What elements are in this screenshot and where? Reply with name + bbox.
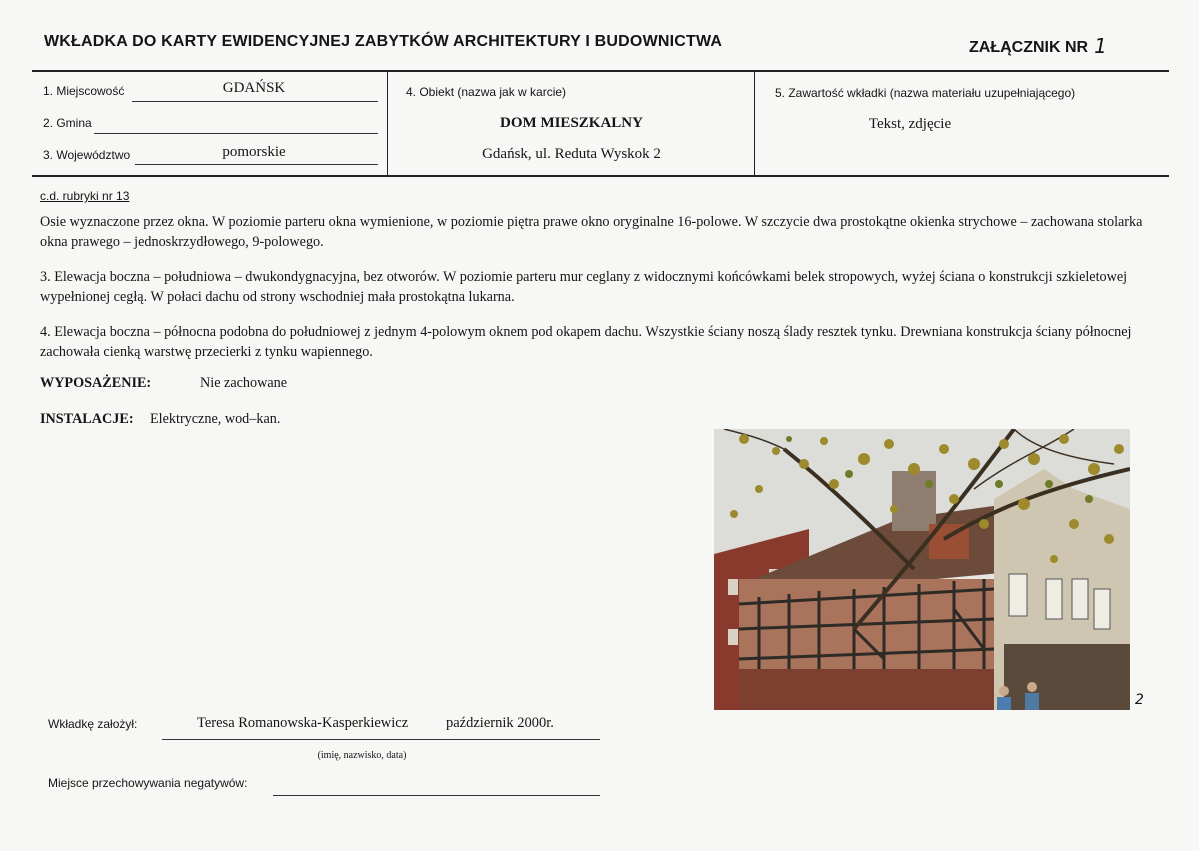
zalozyl-label: Wkładkę założył: [48,717,138,731]
zawartosc-value: Tekst, zdjęcie [868,116,952,132]
miejscowosc-underline [132,101,378,102]
wyposazenie-value: Nie zachowane [200,375,288,391]
paragraph-3: 4. Elewacja boczna – północna podobna do południowej z jednym 4-polowym oknem pod okapem dachu. Wszystkie ściany noszą ślady resztek tynku. Drewniana konstrukcja ściany północnej zachowała cienką warstwę przecierki z tynku wapiennego. [40,324,1132,360]
annex-number: 1 [1094,34,1107,58]
table-top-border [32,70,1169,72]
paragraph-2: 3. Elewacja boczna – południowa – dwukondygnacyjna, bez otworów. W poziomie parteru mur ceglany z widocznymi końcówkami belek stropowych, wyżej ściana o konstrukcji szkieletowej wypełnionej cegłą. W połaci dachu od strony wschodniej mała prostokątna lukarna. [40,269,1128,305]
miejscowosc-label: 1. Miejscowość [43,84,125,98]
form-title: WKŁADKA DO KARTY EWIDENCYJNEJ ZABYTKÓW ARCHITEKTURY I BUDOWNICTWA [44,33,723,50]
zawartosc-label: 5. Zawartość wkładki (nazwa materiału uzupełniającego) [775,86,1076,100]
photo-timber-frame-house-icon [714,429,1130,710]
miejscowosc-value: GDAŃSK [222,80,286,96]
zalozyl-name: Teresa Romanowska-Kasperkiewicz [197,715,409,731]
annex-label-text: ZAŁĄCZNIK NR [969,39,1089,56]
column-divider-1 [387,71,388,175]
paragraph-1: Osie wyznaczone przez okna. W poziomie parteru okna wymienione, w poziomie piętra prawe okno oryginalne 16-polowe. W szczycie dwa prostokątne okienka strychowe – zachowana stolarka okna prawego – jednoskrzydłowego, 9-polowego. [40,214,1143,250]
negatywy-underline [273,795,600,796]
negatywy-label: Miejsce przechowywania negatywów: [48,776,248,790]
table-bottom-border [32,175,1169,177]
annex-label [969,33,1107,57]
photo-number: 2 [1135,692,1144,708]
obiekt-label: 4. Obiekt (nazwa jak w karcie) [406,85,567,99]
wojewodztwo-label: 3. Województwo [43,148,131,162]
wojewodztwo-underline [135,164,378,165]
gmina-label: 2. Gmina [43,116,92,130]
continuation-note: c.d. rubryki nr 13 [40,189,130,203]
zalozyl-underline [162,739,600,740]
instalacje-value: Elektryczne, wod–kan. [150,411,281,427]
gmina-underline [94,133,378,134]
instalacje-label: INSTALACJE: [40,411,134,427]
zalozyl-caption: (imię, nazwisko, data) [317,750,407,761]
wojewodztwo-value: pomorskie [222,144,286,160]
wyposazenie-label: WYPOSAŻENIE: [40,375,152,391]
obiekt-address: Gdańsk, ul. Reduta Wyskok 2 [482,146,661,162]
zalozyl-date: październik 2000r. [446,715,554,731]
obiekt-name: DOM MIESZKALNY [500,115,643,131]
